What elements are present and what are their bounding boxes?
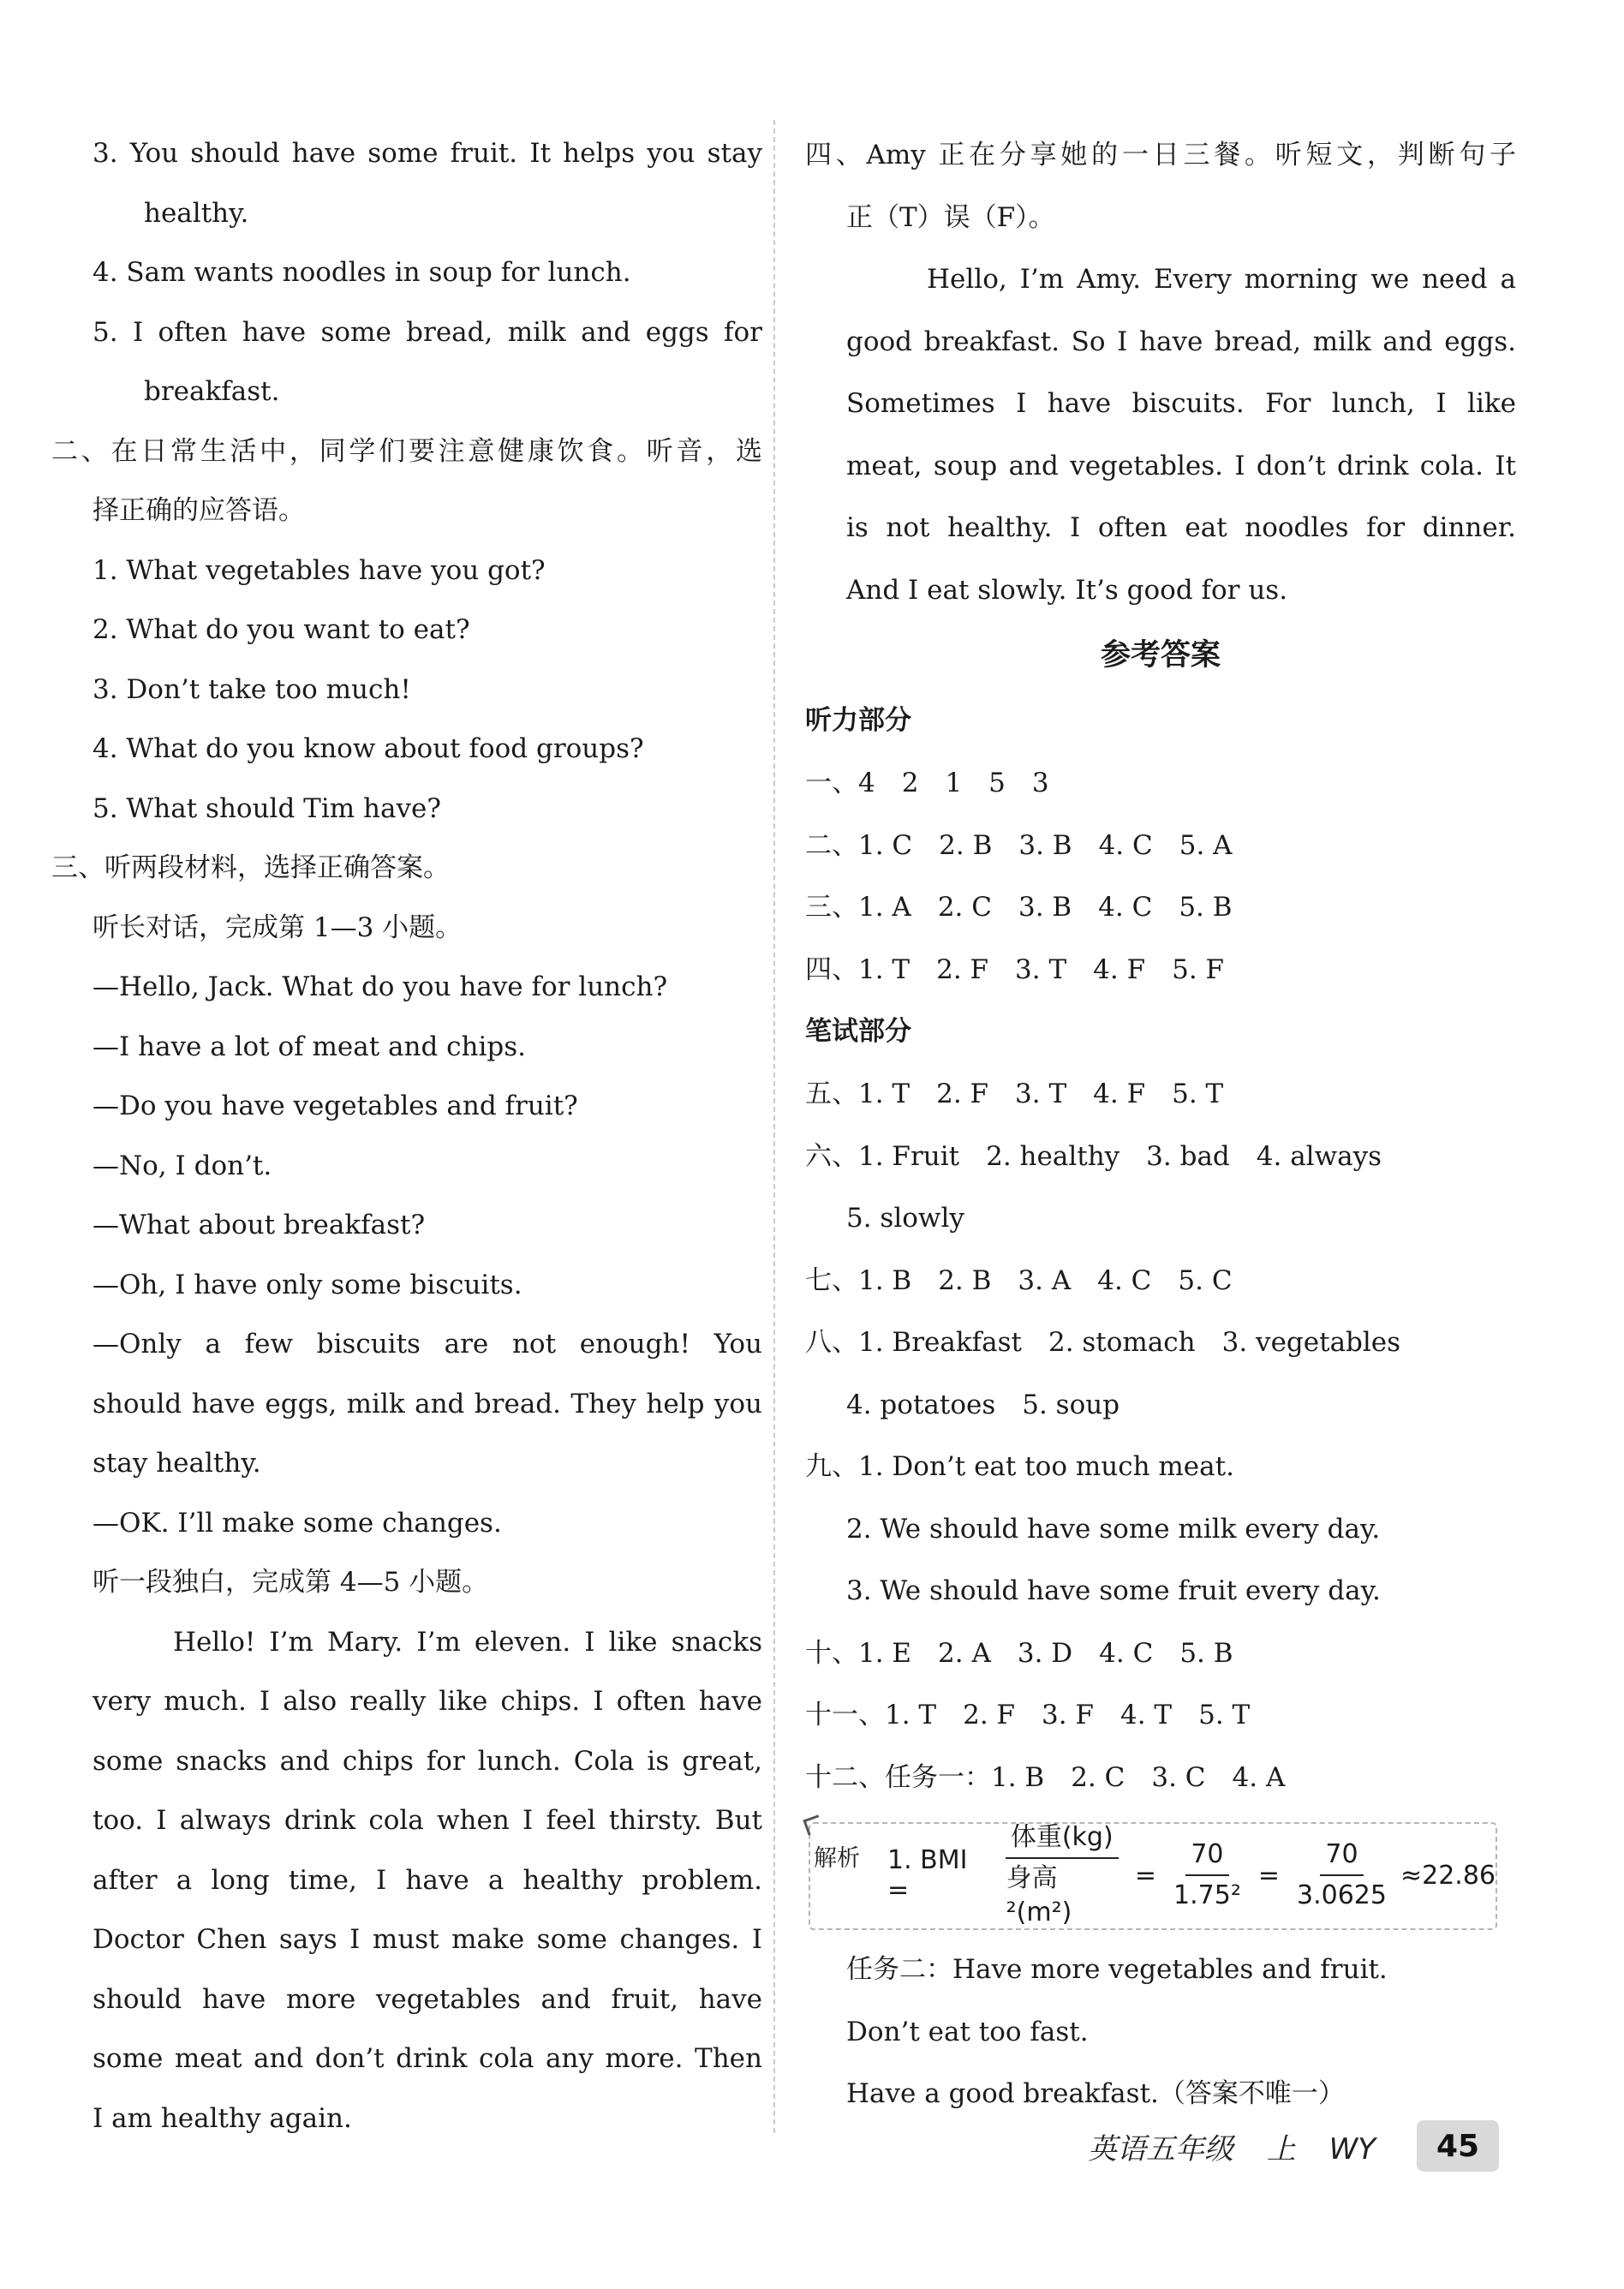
text-line: 听一段独白，完成第 4—5 小题。 bbox=[93, 1567, 489, 1598]
text-line: breakfast. bbox=[144, 376, 280, 407]
answer-line: 十二、任务一：1. B 2. C 3. C 4. A bbox=[805, 1761, 1286, 1793]
text-line: Sometimes I have biscuits. For lunch, I like bbox=[846, 388, 1516, 419]
text-line: 3. Don’t take too much! bbox=[93, 673, 411, 705]
fraction-weight-height bbox=[1001, 1820, 1123, 1930]
text-line: 四、Amy 正在分享她的一日三餐。听短文，判断句子 bbox=[805, 140, 1516, 170]
text-line: 3. You should have some fruit. It helps you stay bbox=[93, 138, 762, 169]
writing-answers bbox=[805, 1063, 1516, 1808]
footer-book-info bbox=[1088, 2125, 1400, 2167]
text-line: 择正确的应答语。 bbox=[93, 495, 305, 526]
text-line: —Do you have vegetables and fruit? bbox=[93, 1091, 578, 1121]
text-line: 4. Sam wants noodles in soup for lunch. bbox=[93, 257, 631, 288]
footer-edition: WY bbox=[1328, 2131, 1376, 2166]
text-line: 5. I often have some bread, milk and eggs for bbox=[93, 316, 762, 348]
answer-line: 3. We should have some fruit every day. bbox=[846, 1575, 1381, 1606]
writing-heading: 笔试部分 bbox=[805, 1016, 911, 1047]
text-line: —Hello, Jack. What do you have for lunch? bbox=[93, 971, 668, 1002]
text-line: —OK. I’ll make some changes. bbox=[93, 1507, 502, 1539]
text-line: 2. What do you want to eat? bbox=[93, 614, 470, 645]
answer-line: Don’t eat too fast. bbox=[846, 2016, 1089, 2047]
text-line: 二、在日常生活中，同学们要注意健康饮食。听音，选 bbox=[51, 435, 762, 467]
analysis-box bbox=[809, 1822, 1497, 1930]
fraction-numerator: 70 bbox=[1320, 1838, 1363, 1876]
answer-line: 五、1. T 2. F 3. T 4. F 5. T bbox=[805, 1079, 1224, 1109]
answer-line: 八、1. Breakfast 2. stomach 3. vegetables bbox=[805, 1327, 1401, 1358]
text-line: good breakfast. So I have bread, milk and eggs. bbox=[846, 326, 1516, 357]
text-line: —Oh, I have only some biscuits. bbox=[93, 1269, 522, 1300]
task-two-answers bbox=[805, 1939, 1516, 2125]
text-line: 三、听两段材料，选择正确答案。 bbox=[51, 852, 450, 883]
answer-line: 任务二：Have more vegetables and fruit. bbox=[846, 1954, 1388, 1985]
page-number: 45 bbox=[1417, 2120, 1499, 2172]
page-footer bbox=[1088, 2116, 1499, 2176]
text-line: Doctor Chen says I must make some changes. I bbox=[93, 1924, 762, 1955]
answer-line: 九、1. Don’t eat too much meat. bbox=[805, 1451, 1234, 1482]
answer-line: 二、1. C 2. B 3. B 4. C 5. A bbox=[805, 829, 1233, 861]
answer-line: 十一、1. T 2. F 3. F 4. T 5. T bbox=[805, 1700, 1251, 1730]
text-line: —No, I don’t. bbox=[93, 1150, 272, 1181]
text-line: after a long time, I have a healthy problem. bbox=[93, 1864, 762, 1896]
answer-line: 三、1. A 2. C 3. B 4. C 5. B bbox=[805, 892, 1233, 923]
text-line: healthy. bbox=[144, 197, 249, 229]
formula-prefix: 1. BMI = bbox=[887, 1845, 968, 1905]
text-line: I am healthy again. bbox=[93, 2102, 352, 2134]
answer-line: 5. slowly bbox=[846, 1203, 964, 1234]
footer-subject: 英语五年级 bbox=[1088, 2131, 1233, 2166]
text-line: 4. What do you know about food groups? bbox=[93, 733, 644, 764]
text-line: should have more vegetables and fruit, have bbox=[93, 1983, 762, 2015]
text-line: 5. What should Tim have? bbox=[93, 792, 441, 824]
fraction-denominator: 3.0625 bbox=[1296, 1880, 1387, 1910]
section-four-passage bbox=[805, 124, 1516, 621]
text-line: 1. What vegetables have you got? bbox=[93, 554, 546, 586]
bmi-formula bbox=[887, 1822, 1496, 1927]
text-line: —What about breakfast? bbox=[93, 1210, 426, 1240]
text-line: Hello, I’m Amy. Every morning we need a bbox=[927, 264, 1516, 295]
fraction-numerator: 70 bbox=[1185, 1838, 1228, 1876]
answer-line: 十、1. E 2. A 3. D 4. C 5. B bbox=[805, 1637, 1233, 1669]
text-line: very much. I also really like chips. I often have bbox=[93, 1686, 762, 1717]
fraction-numerator: 体重(kg) bbox=[1006, 1820, 1119, 1859]
answer-key-title: 参考答案 bbox=[1100, 638, 1221, 672]
text-line: And I eat slowly. It’s good for us. bbox=[846, 574, 1288, 606]
analysis-label: 解析 bbox=[814, 1845, 860, 1872]
formula-result: ≈22.86 bbox=[1400, 1860, 1496, 1891]
listening-heading: 听力部分 bbox=[805, 705, 911, 736]
left-column bbox=[51, 124, 762, 2149]
text-line: some snacks and chips for lunch. Cola is great, bbox=[93, 1745, 762, 1777]
text-line: —Only a few biscuits are not enough! You bbox=[93, 1329, 762, 1360]
answer-line: 2. We should have some milk every day. bbox=[846, 1513, 1381, 1545]
text-line: 正（T）误（F）。 bbox=[846, 201, 1055, 233]
fraction-denominator: 1.75² bbox=[1173, 1880, 1241, 1910]
equals-sign: = bbox=[1257, 1860, 1280, 1891]
fraction-denominator: 身高²(m²) bbox=[1006, 1863, 1072, 1927]
footer-volume: 上 bbox=[1266, 2131, 1296, 2166]
equals-sign: = bbox=[1134, 1860, 1157, 1891]
fraction-computed bbox=[1292, 1838, 1392, 1913]
answer-line: Have a good breakfast.（答案不唯一） bbox=[846, 2078, 1345, 2109]
text-line: 听长对话，完成第 1—3 小题。 bbox=[93, 911, 463, 943]
fraction-values bbox=[1168, 1838, 1246, 1913]
text-line: stay healthy. bbox=[93, 1448, 261, 1479]
answer-line: 一、4 2 1 5 3 bbox=[805, 768, 1049, 798]
text-line: should have eggs, milk and bread. They help you bbox=[93, 1388, 762, 1419]
analysis-pen-icon bbox=[803, 1814, 823, 1835]
answer-line: 4. potatoes 5. soup bbox=[846, 1389, 1120, 1420]
text-line: is not healthy. I often eat noodles for dinner. bbox=[846, 512, 1516, 543]
text-line: some meat and don’t drink cola any more. Then bbox=[93, 2043, 762, 2074]
answer-line: 六、1. Fruit 2. healthy 3. bad 4. always bbox=[805, 1140, 1382, 1172]
answer-line: 七、1. B 2. B 3. A 4. C 5. C bbox=[805, 1264, 1233, 1296]
text-line: —I have a lot of meat and chips. bbox=[93, 1031, 527, 1062]
text-line: too. I always drink cola when I feel thirsty. But bbox=[93, 1805, 762, 1836]
answer-line: 四、1. T 2. F 3. T 4. F 5. F bbox=[805, 953, 1225, 985]
column-divider bbox=[773, 120, 775, 2133]
text-line: meat, soup and vegetables. I don’t drink cola. It bbox=[846, 450, 1516, 481]
text-line: Hello! I’m Mary. I’m eleven. I like snacks bbox=[173, 1626, 762, 1658]
right-column bbox=[805, 124, 1516, 2125]
listening-answers bbox=[805, 752, 1516, 1001]
